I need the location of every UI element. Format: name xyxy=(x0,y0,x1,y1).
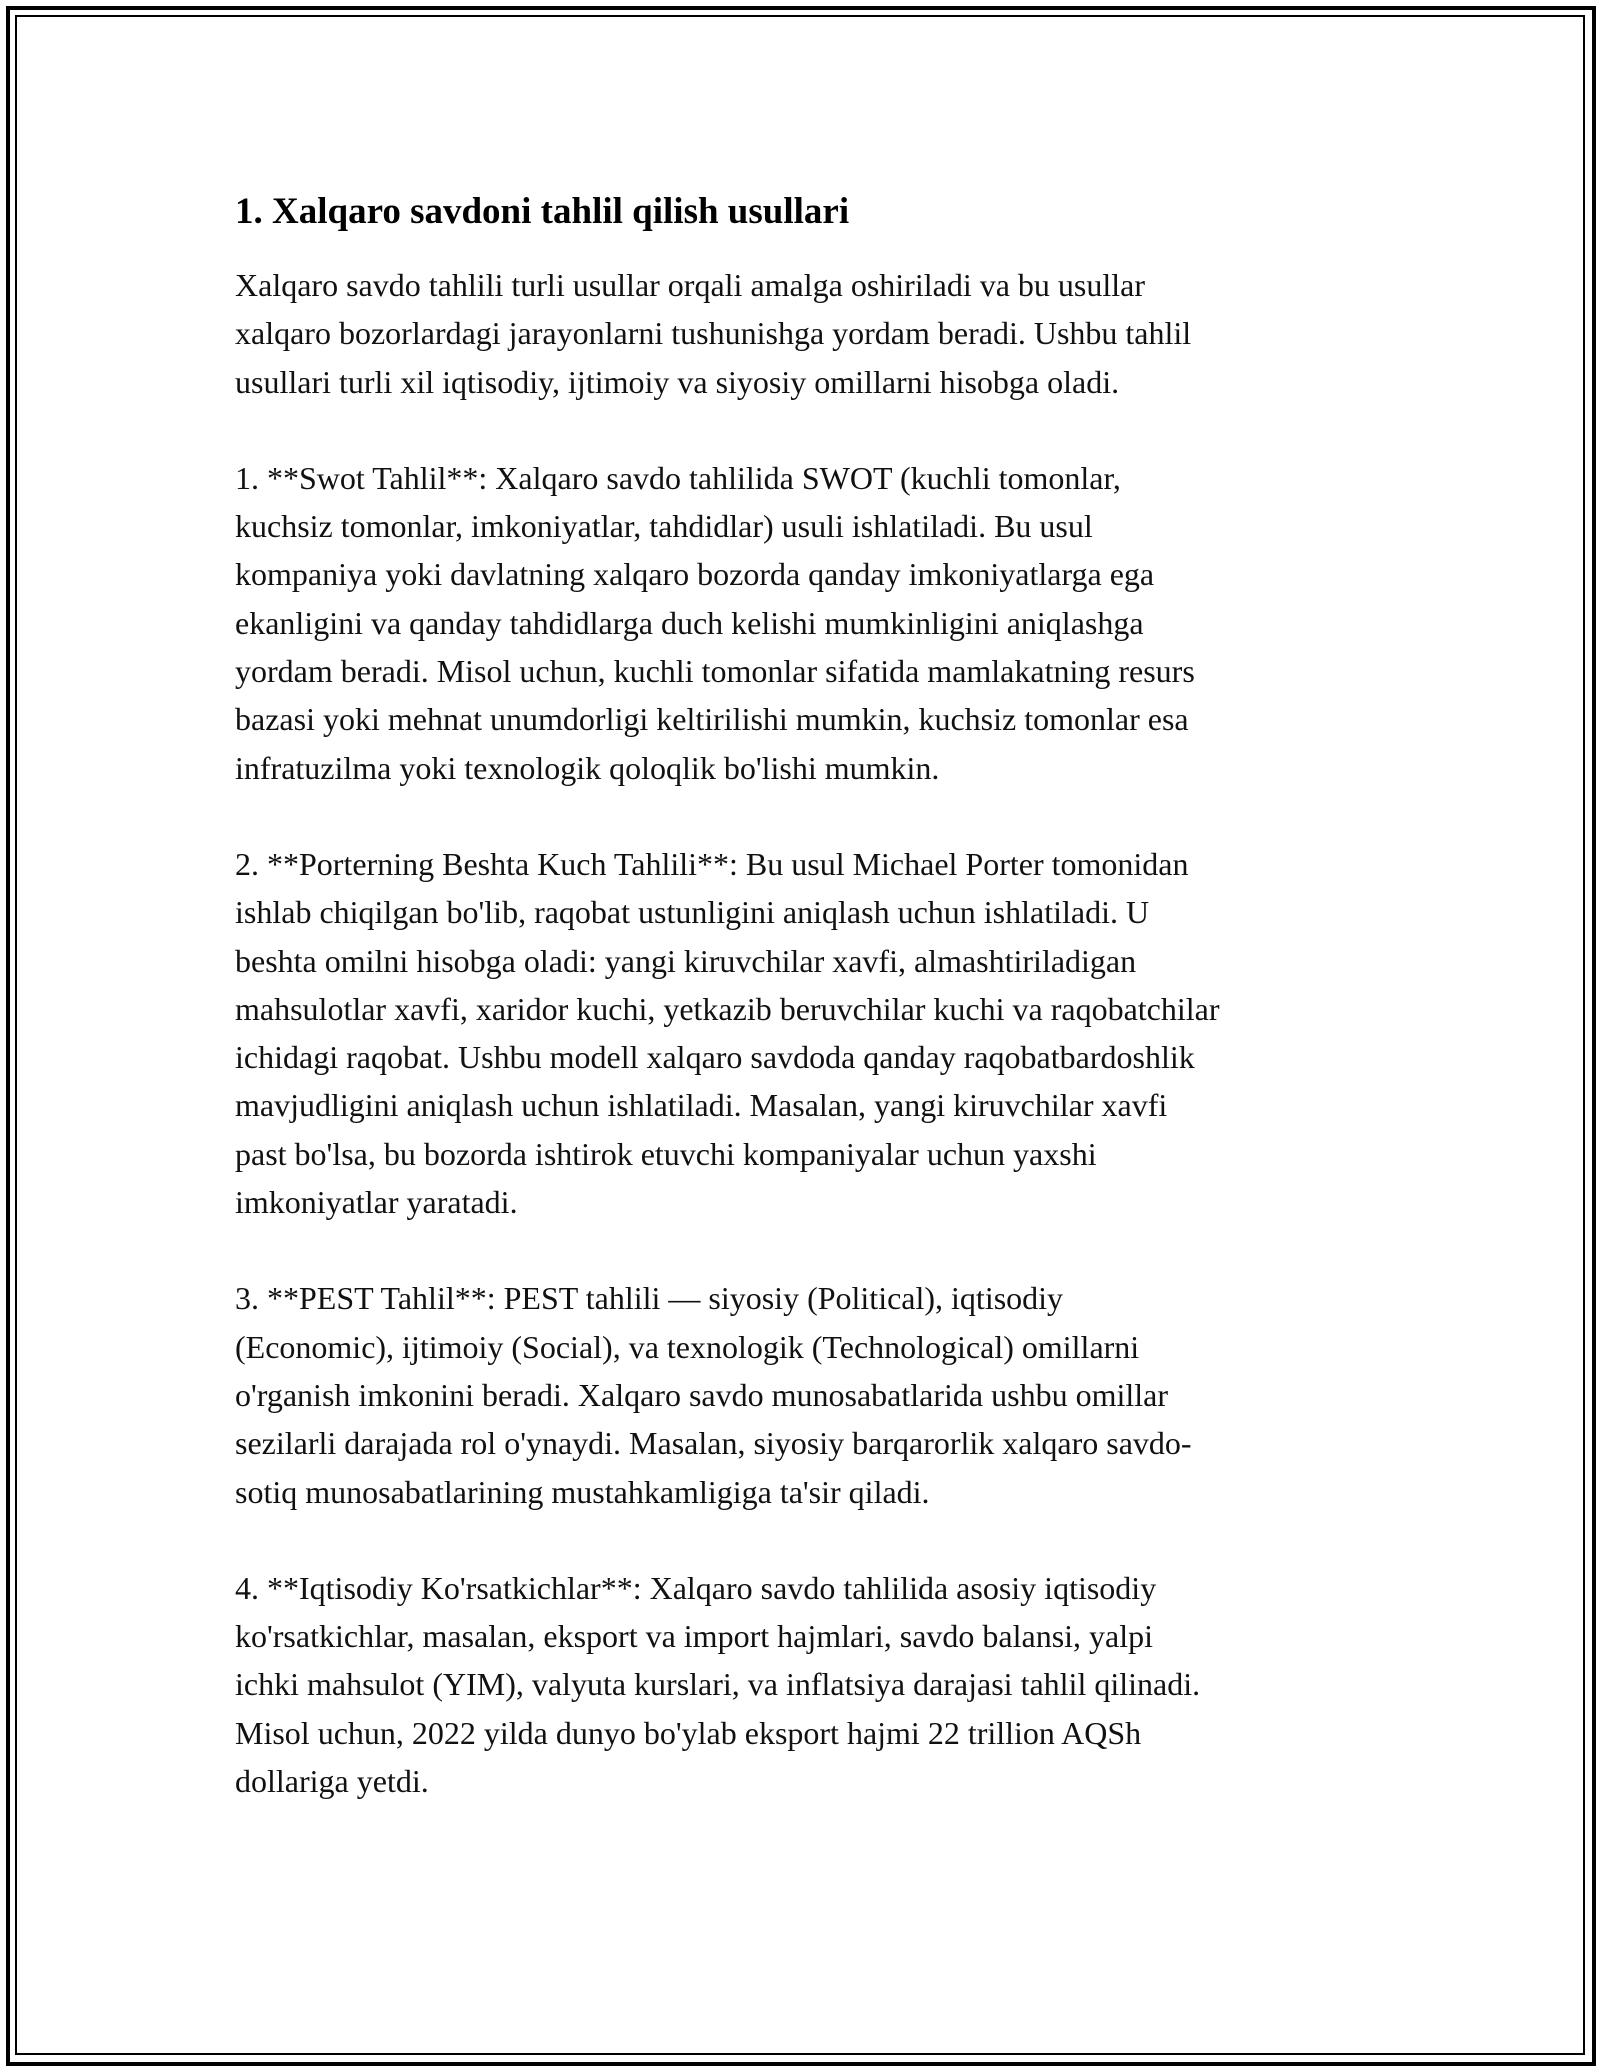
swot-paragraph: 1. **Swot Tahlil**: Xalqaro savdo tahlilida SWOT (kuchli tomonlar, kuchsiz tomonlar, imkoniyatlar, tahdidlar) usuli ishlatiladi. Bu usul kompaniya yoki davlatning xalqaro bozorda qanday imkoniyatlarga ega ekanligini va qanday tahdidlarga duch kelishi mumkinligini aniqlashga yordam beradi. Misol uchun, kuchli tomonlar sifatida mamlakatning resurs bazasi yoki mehnat unumdorligi keltirilishi mumkin, kuchsiz tomonlar esa infratuzilma yoki texnologik qoloqlik bo'lishi mumkin. xyxy=(235,459,1195,786)
porter-paragraph: 2. **Porterning Beshta Kuch Tahlili**: Bu usul Michael Porter tomonidan ishlab chiqilgan bo'lib, raqobat ustunligini aniqlash uchun ishlatiladi. U beshta omilni hisobga oladi: yangi kiruvchilar xavfi, almashtiriladigan mahsulotlar xavfi, xaridor kuchi, yetkazib beruvchilar kuchi va raqobatchilar ichidagi raqobat. Ushbu modell xalqaro savdoda qanday raqobatbardoshlik mavjudligini aniqlash uchun ishlatiladi. Masalan, yangi kiruvchilar xavfi past bo'lsa, bu bozorda ishtirok etuvchi kompaniyalar uchun yaxshi imkoniyatlar yaratadi. xyxy=(235,845,1220,1221)
pest-paragraph: 3. **PEST Tahlil**: PEST tahlili — siyosiy (Political), iqtisodiy (Economic), ijtimoiy (Social), va texnologik (Technological) omillarni o'rganish imkonini beradi. Xalqaro savdo munosabatlarida ushbu omillar sezilarli darajada rol o'ynaydi. Masalan, siyosiy barqarorlik xalqaro savdo- sotiq munosabatlarining mustahkamligiga ta'sir qiladi. xyxy=(235,1280,1192,1510)
economic-indicators-paragraph: 4. **Iqtisodiy Ko'rsatkichlar**: Xalqaro savdo tahlilida asosiy iqtisodiy ko'rsatkichlar, masalan, eksport va import hajmlari, savdo balansi, yalpi ichki mahsulot (YIM), valyuta kurslari, va inflatsiya darajasi tahlil qilinadi. Misol uchun, 2022 yilda dunyo bo'ylab eksport hajmi 22 trillion AQSh dollariga yetdi. xyxy=(235,1569,1201,1800)
section-heading: 1. Xalqaro savdoni tahlil qilish usullari xyxy=(235,191,850,232)
document-body xyxy=(235,186,1380,1853)
intro-paragraph: Xalqaro savdo tahlili turli usullar orqali amalga oshiriladi va bu usullar xalqaro bozorlardagi jarayonlarni tushunishga yordam beradi. Ushbu tahlil usullari turli xil iqtisodiy, ijtimoiy va siyosiy omillarni hisobga oladi. xyxy=(235,267,1192,400)
